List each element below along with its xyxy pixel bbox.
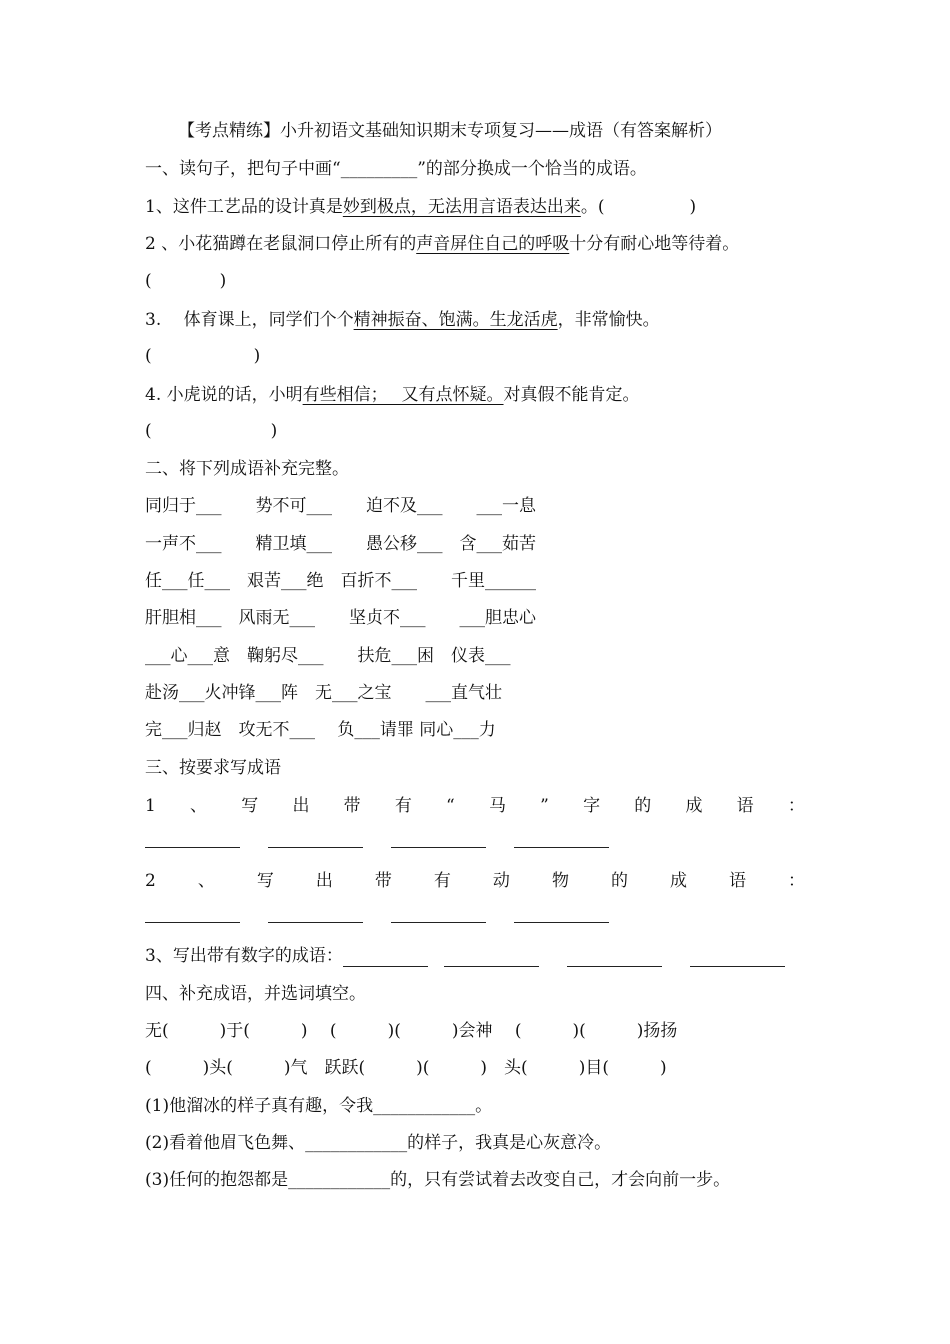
- answer-lines-3-2: [145, 908, 805, 923]
- answer-line[interactable]: [444, 952, 539, 967]
- answer-line[interactable]: [514, 908, 609, 923]
- answer-line[interactable]: [391, 908, 486, 923]
- idiom-fill-row: 无( )于( ) ( )( )会神 ( )( )扬扬: [145, 1021, 678, 1041]
- answer-blank-1-3: ( ): [145, 346, 261, 366]
- answer-blank-1-4: ( ): [145, 421, 278, 441]
- underlined-phrase: 精神振奋、饱满。生龙活虎: [353, 310, 558, 330]
- answer-line[interactable]: [145, 908, 240, 923]
- answer-line[interactable]: [514, 833, 609, 848]
- answer-line[interactable]: [567, 952, 662, 967]
- question-1-1: 1、这件工艺品的设计真是妙到极点，无法用言语表达出来。( ): [145, 197, 697, 217]
- fill-sentence-1: (1)他溜冰的样子真有趣，令我____________。: [145, 1096, 493, 1116]
- answer-line[interactable]: [391, 833, 486, 848]
- underlined-phrase: 声音屏住自己的呼吸: [416, 234, 570, 254]
- underlined-phrase: 妙到极点，无法用言语表达出来: [342, 197, 581, 217]
- section-1-heading: 一、读句子，把句子中画“_________”的部分换成一个恰当的成语。: [145, 159, 647, 179]
- section-2-heading: 二、将下列成语补充完整。: [145, 459, 349, 479]
- answer-line[interactable]: [268, 908, 363, 923]
- answer-line[interactable]: [343, 952, 428, 967]
- idiom-fill-row: ( )头( )气 跃跃( )( ) 头( )目( ): [145, 1058, 667, 1078]
- question-1-4: 4. 小虎说的话，小明有些相信； 又有点怀疑。对真假不能肯定。: [145, 385, 640, 405]
- idiom-row: 任___任___ 艰苦___绝 百折不___ 千里______: [145, 571, 536, 591]
- question-3-3: 3、写出带有数字的成语：: [145, 945, 805, 967]
- answer-line[interactable]: [145, 833, 240, 848]
- question-3-1: 1 、 写 出 带 有 “ 马 ” 字 的 成 语 ：: [145, 796, 805, 816]
- idiom-row: 同归于___ 势不可___ 迫不及___ ___一息: [145, 496, 536, 516]
- fill-sentence-3: (3)任何的抱怨都是____________的，只有尝试着去改变自己，才会向前一步。: [145, 1170, 731, 1190]
- question-1-3: 3. 体育课上，同学们个个精神振奋、饱满。生龙活虎，非常愉快。: [145, 310, 660, 330]
- idiom-row: ___心___意 鞠躬尽___ 扶危___困 仪表___: [145, 646, 511, 666]
- answer-lines-3-1: [145, 833, 805, 848]
- section-4-heading: 四、补充成语，并选词填空。: [145, 984, 366, 1004]
- question-1-2: 2 、小花猫蹲在老鼠洞口停止所有的声音屏住自己的呼吸十分有耐心地等待着。: [145, 234, 740, 254]
- document-title: 【考点精练】小升初语文基础知识期末专项复习——成语（有答案解析）: [178, 121, 722, 141]
- answer-line[interactable]: [690, 952, 785, 967]
- idiom-row: 完___归赵 攻无不___ 负___请罪 同心___力: [145, 720, 496, 740]
- idiom-row: 一声不___ 精卫填___ 愚公移___ 含___茹苦: [145, 534, 536, 554]
- answer-blank-1-2: ( ): [145, 271, 227, 291]
- answer-line[interactable]: [268, 833, 363, 848]
- underlined-phrase: 有些相信； 又有点怀疑。: [302, 385, 504, 405]
- fill-sentence-2: (2)看着他眉飞色舞、____________的样子，我真是心灰意冷。: [145, 1133, 612, 1153]
- section-3-heading: 三、按要求写成语: [145, 758, 281, 778]
- idiom-row: 赴汤___火冲锋___阵 无___之宝 ___直气壮: [145, 683, 502, 703]
- idiom-row: 肝胆相___ 风雨无___ 坚贞不___ ___胆忠心: [145, 608, 536, 628]
- question-3-2: 2 、 写 出 带 有 动 物 的 成 语 ：: [145, 871, 805, 891]
